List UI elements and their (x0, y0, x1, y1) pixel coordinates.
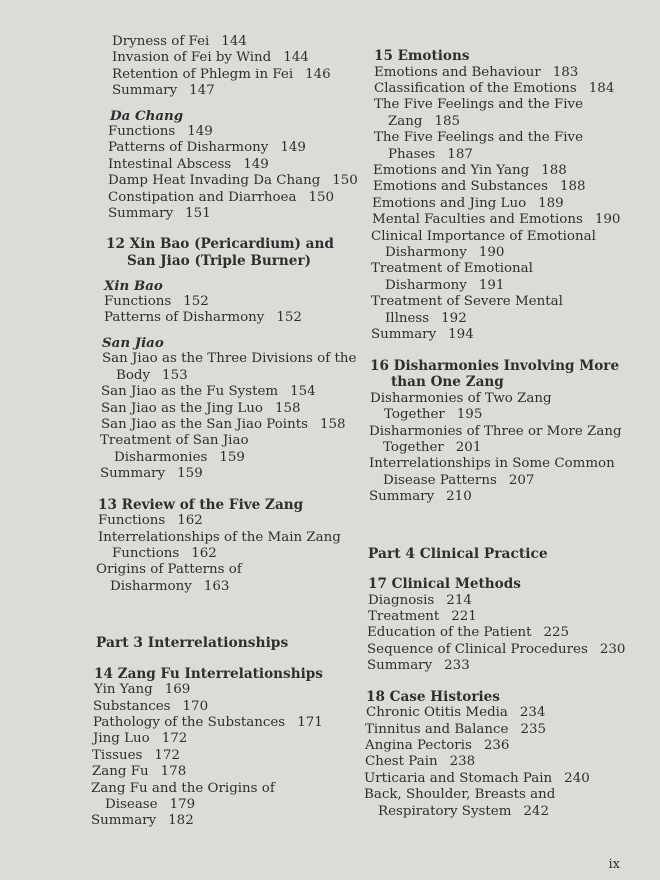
toc-entry (91, 813, 358, 829)
toc-entry-title: Education of the Patient (367, 625, 532, 641)
toc-entry (374, 65, 630, 81)
toc-entry-title: Functions (108, 124, 176, 140)
toc-entry-page: 162 (191, 545, 217, 561)
toc-entry-title: Emotions and Yin Yang (373, 163, 530, 179)
toc-entry-page: 154 (290, 384, 316, 400)
toc-chapter-heading: 15 Emotions (374, 48, 470, 64)
toc-entry-title: Summary (367, 658, 433, 674)
toc-entry (93, 731, 358, 747)
toc-subsection-heading: Xin Bao (104, 277, 163, 294)
toc-entry-title: Treatment (368, 608, 440, 624)
toc-entry-title: Summary (371, 327, 437, 343)
toc-entry-page: 170 (182, 698, 209, 714)
toc-entry-title: Patterns of Disharmony (108, 140, 269, 156)
toc-entry (100, 433, 358, 466)
toc-entry-page: 221 (451, 608, 477, 624)
toc-entry-title: San Jiao as the San Jiao Points (101, 416, 308, 432)
toc-entry (93, 715, 358, 731)
toc-entry-title: Emotions and Substances (373, 179, 548, 195)
toc-entry-page: 171 (297, 714, 323, 730)
toc-entry-page: 195 (456, 407, 483, 423)
toc-entry (104, 310, 358, 326)
toc-entry-page: 184 (588, 81, 615, 96)
toc-right-column (364, 34, 630, 820)
toc-entry (364, 771, 630, 787)
toc-entry-title: San Jiao as the Fu System (101, 384, 279, 400)
toc-entry-title: Tinnitus and Balance (365, 721, 509, 737)
toc-entry (108, 173, 358, 189)
toc-entry-page: 242 (523, 803, 549, 819)
toc-entry (369, 489, 630, 505)
toc-entry-page: 162 (177, 513, 203, 529)
toc-entry (365, 722, 630, 738)
toc-entry (98, 530, 358, 563)
toc-entry-title: Treatment of Emotional Disharmony (371, 261, 533, 293)
toc-entry-title: Retention of Phlegm in Fei (112, 66, 294, 82)
toc-entry-page: 189 (538, 195, 564, 211)
toc-entry (92, 748, 358, 764)
toc-entry-title: Treatment of Severe Mental Illness (371, 294, 563, 326)
toc-entry-page: 172 (154, 747, 180, 763)
toc-chapter-heading: 12 Xin Bao (Pericardium) and San Jiao (Triple Burner) (106, 236, 334, 270)
toc-entry-page: 158 (319, 416, 346, 432)
toc-entry-title: Summary (108, 206, 174, 222)
toc-entry-page: 201 (455, 439, 482, 455)
toc-entry-page: 185 (434, 113, 461, 129)
toc-entry-page: 158 (274, 400, 301, 416)
toc-entry (371, 261, 630, 294)
toc-entry (93, 699, 358, 715)
toc-entry-title: Origins of Patterns of Disharmony (96, 562, 242, 594)
toc-entry-page: 190 (478, 245, 505, 261)
toc-chapter-heading: 13 Review of the Five Zang (98, 496, 304, 513)
toc-entry (374, 130, 630, 163)
toc-entry-page: 146 (305, 66, 331, 82)
toc-entry-page: 194 (448, 327, 474, 343)
toc-entry-title: Dryness of Fei (112, 34, 210, 49)
toc-entry (104, 294, 358, 310)
toc-entry (366, 705, 630, 721)
toc-entry (108, 190, 358, 206)
toc-entry-title: Emotions and Jing Luo (372, 195, 527, 211)
toc-entry-page: 234 (519, 705, 546, 721)
toc-entry (368, 593, 630, 609)
toc-subsection-heading: Da Chang (110, 107, 184, 124)
toc-entry (108, 157, 358, 173)
toc-entry (112, 50, 358, 66)
toc-entry-page: 179 (169, 797, 196, 812)
toc-entry-page: 236 (483, 737, 510, 753)
toc-part-heading: Part 3 Interrelationships (96, 635, 289, 652)
toc-entry (373, 163, 630, 179)
toc-entry (371, 327, 630, 343)
toc-entry (364, 787, 630, 820)
toc-entry-page: 225 (543, 625, 570, 641)
toc-entry-page: 214 (446, 592, 472, 608)
toc-entry-page: 188 (541, 163, 567, 179)
toc-entry-title: Sequence of Clinical Procedures (367, 641, 588, 657)
toc-entry-page: 230 (599, 641, 626, 657)
toc-entry (112, 34, 358, 50)
toc-entry-page: 149 (187, 124, 213, 140)
toc-entry-page: 144 (283, 50, 309, 66)
toc-entry (101, 384, 358, 400)
toc-entry-page: 182 (168, 813, 194, 829)
toc-entry-title: Angina Pectoris (365, 737, 472, 753)
toc-entry-page: 207 (508, 472, 535, 488)
toc-entry-page: 144 (221, 34, 247, 49)
toc-entry-title: The Five Feelings and the Five Phases (374, 130, 584, 162)
toc-entry-title: Treatment of San Jiao Disharmonies (100, 433, 249, 465)
toc-entry-page: 152 (183, 294, 209, 310)
toc-entry-title: Jing Luo (93, 731, 150, 747)
toc-entry (91, 781, 358, 814)
toc-entry (371, 229, 630, 262)
toc-entry (102, 351, 358, 384)
toc-chapter-heading: 16 Disharmonies Involving More than One Zang (370, 357, 620, 391)
toc-entry-page: 190 (594, 212, 621, 228)
toc-entry (368, 609, 630, 625)
toc-entry-title: The Five Feelings and the Five Zang (374, 97, 584, 129)
toc-entry-title: Emotions and Behaviour (374, 64, 541, 80)
toc-entry-title: San Jiao as the Jing Luo (101, 400, 263, 416)
toc-entry (371, 294, 630, 327)
toc-entry-title: Chronic Otitis Media (366, 705, 508, 721)
toc-entry-title: Mental Faculties and Emotions (372, 212, 583, 228)
toc-entry-page: 169 (164, 682, 191, 698)
toc-entry-title: Invasion of Fei by Wind (112, 50, 272, 66)
toc-entry-page: 153 (162, 367, 188, 383)
toc-entry-page: 188 (559, 179, 586, 195)
toc-entry (365, 738, 630, 754)
toc-entry-page: 235 (520, 721, 547, 737)
toc-entry-page: 172 (161, 731, 188, 747)
toc-entry-page: 191 (478, 277, 505, 293)
toc-entry (100, 466, 358, 482)
toc-entry-page: 178 (160, 764, 187, 780)
toc-entry (96, 562, 358, 595)
toc-entry-page: 238 (449, 754, 476, 770)
toc-entry (374, 97, 630, 130)
toc-entry (101, 417, 358, 433)
toc-entry-title: Damp Heat Invading Da Chang (108, 173, 321, 189)
toc-entry (367, 642, 630, 658)
toc-entry-page: 187 (447, 146, 473, 162)
toc-entry-title: Substances (93, 698, 171, 714)
toc-entry-title: Summary (369, 489, 435, 505)
toc-entry-title: Diagnosis (368, 592, 435, 608)
toc-entry (112, 83, 358, 99)
toc-entry-title: Clinical Importance of Emotional Disharmony (371, 228, 596, 261)
toc-entry (367, 625, 630, 641)
toc-entry-title: Zang Fu and the Origins of Disease (91, 780, 275, 812)
toc-entry (372, 196, 630, 212)
toc-entry-title: Summary (100, 466, 166, 482)
toc-entry-title: Classification of the Emotions (374, 81, 577, 96)
toc-subsection-heading: San Jiao (102, 334, 164, 351)
toc-chapter-heading: 14 Zang Fu Interrelationships (94, 665, 323, 682)
toc-entry-title: Disharmonies of Three or More Zang Together (369, 423, 622, 455)
toc-entry-title: Interrelationships of the Main Zang Functions (98, 529, 341, 561)
toc-entry-page: 150 (332, 173, 358, 189)
toc-entry (373, 179, 630, 195)
toc-entry-title: Patterns of Disharmony (104, 310, 265, 326)
toc-entry-title: Intestinal Abscess (108, 156, 232, 172)
toc-entry (92, 764, 358, 780)
toc-entry-page: 147 (189, 83, 215, 99)
toc-entry-title: Urticaria and Stomach Pain (364, 770, 553, 786)
toc-entry (101, 401, 358, 417)
toc-entry-title: Functions (98, 513, 166, 529)
toc-entry-page: 151 (185, 206, 211, 222)
toc-entry (372, 212, 630, 228)
toc-entry (108, 124, 358, 140)
toc-entry (369, 456, 630, 489)
toc-entry (94, 682, 358, 698)
toc-entry-page: 233 (444, 658, 470, 674)
toc-entry-page: 150 (308, 189, 335, 205)
toc-entry-title: Summary (112, 83, 178, 99)
toc-entry-title: Pathology of the Substances (93, 714, 286, 730)
toc-part-heading: Part 4 Clinical Practice (368, 545, 548, 562)
toc-entry-title: Interrelationships in Some Common Disease Patterns (369, 456, 615, 488)
toc-entry-page: 149 (243, 156, 269, 172)
toc-entry-title: San Jiao as the Three Divisions of the Body (102, 351, 357, 383)
toc-entry-page: 152 (276, 310, 302, 326)
toc-entry (108, 206, 358, 222)
toc-chapter-heading: 18 Case Histories (366, 688, 500, 705)
toc-entry-title: Tissues (92, 747, 143, 763)
toc-entry (374, 81, 630, 97)
toc-entry-title: Zang Fu (92, 764, 149, 780)
toc-entry-page: 163 (203, 578, 230, 594)
toc-entry-title: Functions (104, 294, 172, 310)
toc-entry-page: 183 (552, 64, 579, 80)
page-number: ix (608, 857, 620, 872)
toc-entry-title: Chest Pain (365, 754, 438, 770)
toc-entry-page: 149 (280, 140, 306, 156)
toc-entry-title: Summary (91, 813, 157, 829)
toc-entry-title: Yin Yang (94, 682, 153, 698)
toc-entry-page: 210 (446, 489, 472, 505)
toc-entry-title: Disharmonies of Two Zang Together (370, 390, 552, 423)
toc-entry-title: Constipation and Diarrhoea (108, 189, 297, 205)
toc-entry-page: 240 (564, 770, 590, 786)
toc-chapter-heading: 17 Clinical Methods (368, 575, 521, 592)
toc-entry-page: 159 (219, 449, 245, 465)
toc-entry (108, 140, 358, 156)
toc-entry (365, 754, 630, 770)
toc-entry (367, 658, 630, 674)
toc-entry (370, 391, 630, 424)
toc-entry-page: 192 (441, 310, 467, 326)
toc-left-column (91, 34, 358, 830)
toc-entry-page: 159 (177, 466, 203, 482)
toc-entry (112, 67, 358, 83)
toc-entry-title: Back, Shoulder, Breasts and Respiratory System (364, 787, 556, 819)
toc-entry (369, 424, 630, 457)
toc-entry (98, 513, 358, 529)
